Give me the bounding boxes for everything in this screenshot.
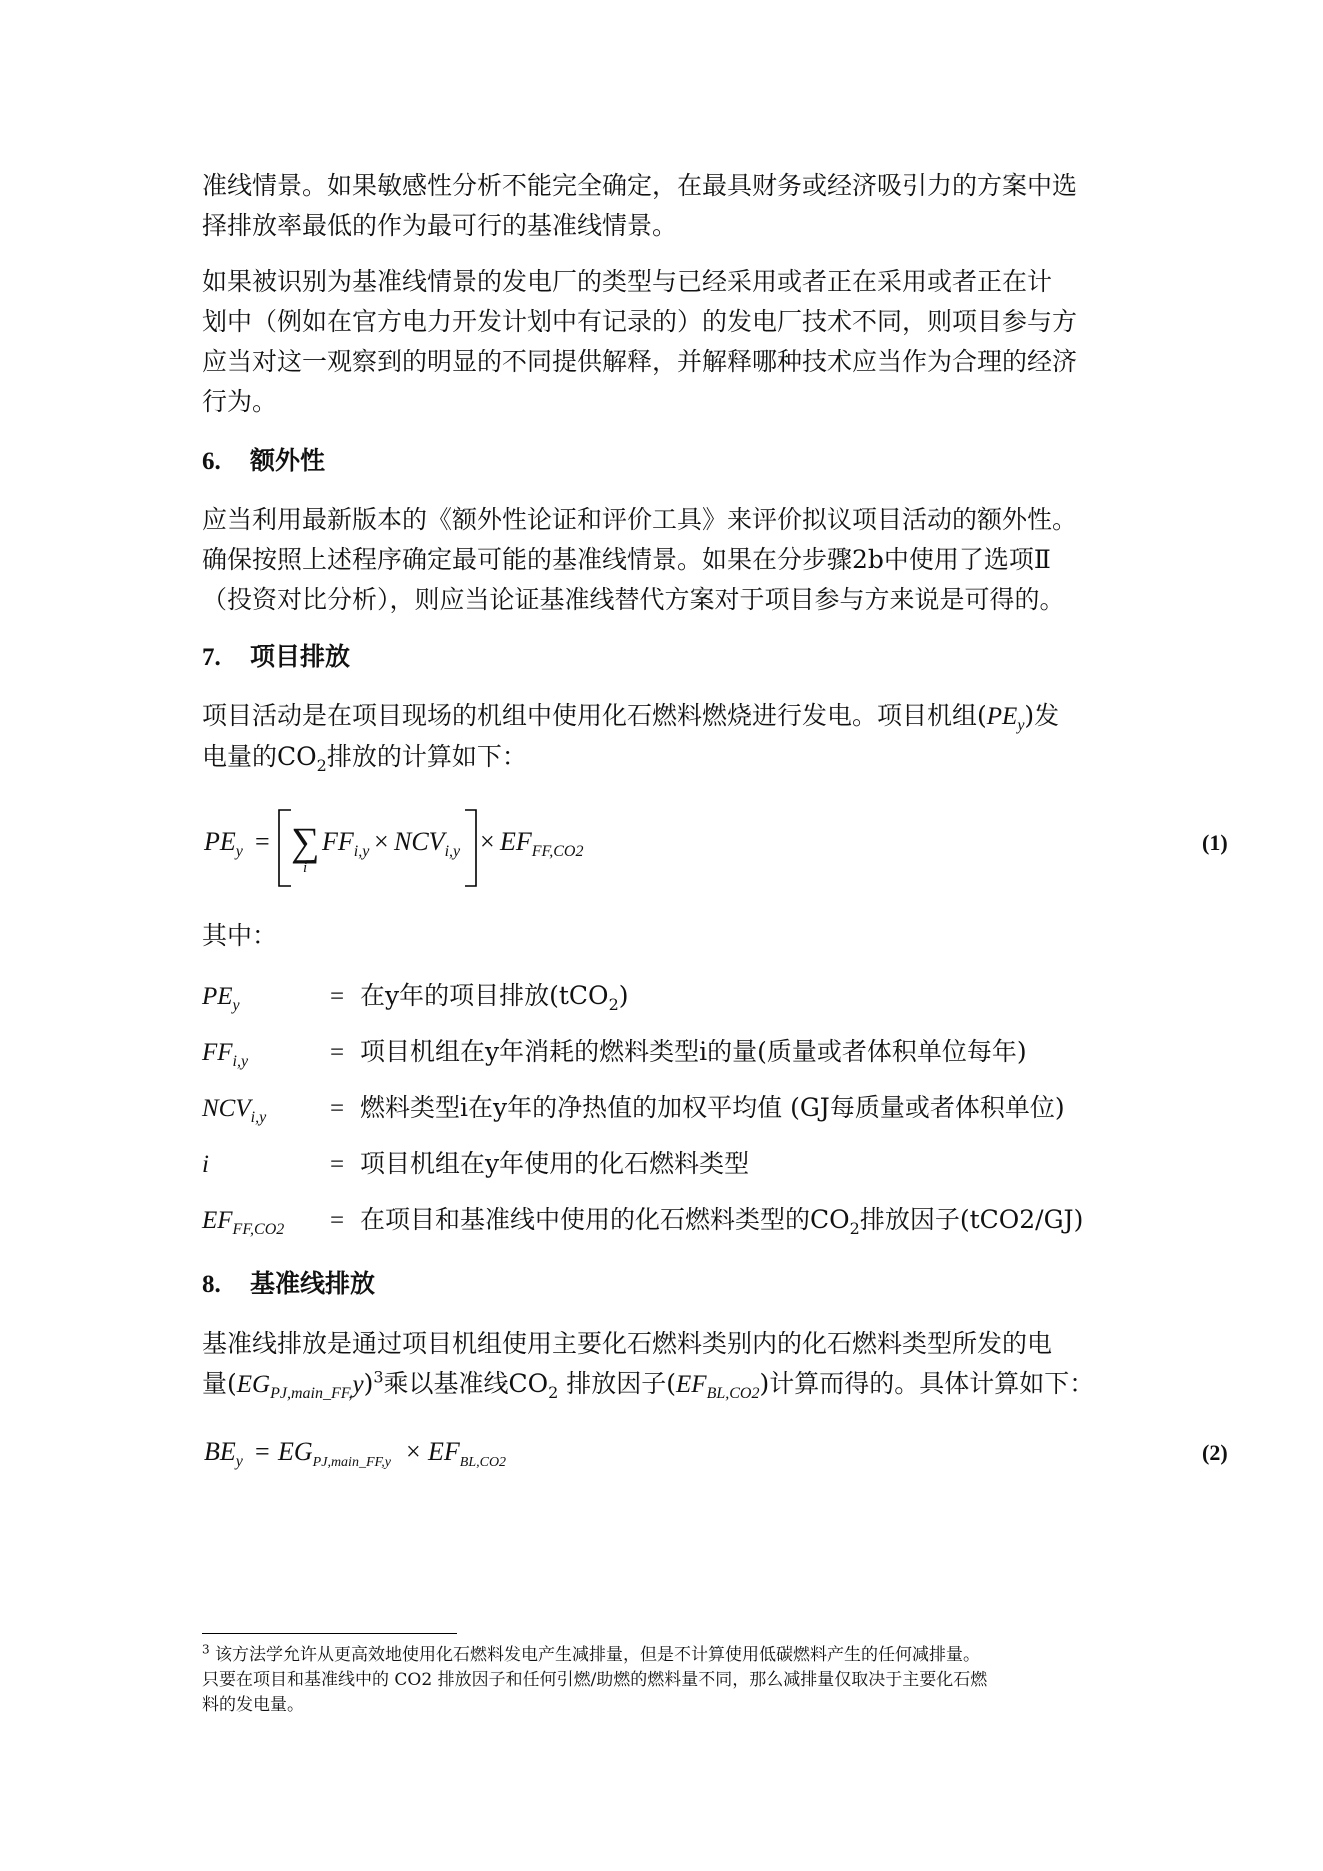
eq1-ff bbox=[322, 827, 370, 861]
definition-text: 项目机组在y年消耗的燃料类型i的量(质量或者体积单位每年) bbox=[360, 1037, 1027, 1066]
symbol: EF bbox=[500, 827, 532, 856]
equals-sign: = bbox=[329, 1039, 345, 1066]
definition-text: 项目机组在y年使用的化石燃料类型 bbox=[360, 1149, 750, 1178]
definition-text: 在项目和基准线中使用的化石燃料类型的CO bbox=[360, 1205, 850, 1234]
paragraph-project-activity bbox=[202, 696, 1132, 777]
section-title: 基准线排放 bbox=[250, 1269, 376, 1298]
text-line: 确保按照上述程序确定最可能的基准线情景。如果在分步骤2b中使用了选项Ⅱ bbox=[202, 545, 1051, 574]
co2-subscript: 2 bbox=[548, 1383, 559, 1402]
eg-subscript: PJ,main_FF, bbox=[270, 1385, 353, 1402]
symbol: NCV bbox=[394, 827, 445, 856]
times-symbol: × bbox=[406, 1437, 421, 1466]
symbol: NCV bbox=[202, 1095, 251, 1122]
definition-symbol bbox=[202, 1091, 314, 1127]
subscript: BL,CO2 bbox=[459, 1455, 507, 1471]
definition-symbol bbox=[202, 979, 314, 1015]
section-title: 额外性 bbox=[250, 446, 326, 475]
definition-symbol bbox=[202, 1147, 314, 1183]
paragraph-power-plant-type bbox=[202, 262, 1132, 422]
eg-symbol: EG bbox=[236, 1371, 271, 1398]
equals-sign: = bbox=[329, 983, 345, 1010]
definition-row bbox=[202, 1146, 749, 1183]
definition-text: 燃料类型i在y年的净热值的加权平均值 (GJ每质量或者体积单位) bbox=[360, 1093, 1065, 1122]
text-line: 如果被识别为基准线情景的发电厂的类型与已经采用或者正在采用或者正在计 bbox=[202, 267, 1053, 296]
subscript: i,y bbox=[232, 1053, 249, 1070]
subscript: i,y bbox=[250, 1109, 267, 1126]
text-run: )发 bbox=[1024, 701, 1060, 730]
definition-symbol bbox=[202, 1035, 314, 1071]
symbol: BE bbox=[204, 1437, 236, 1466]
subscript: y bbox=[235, 1453, 243, 1471]
text-line: （投资对比分析），则应当论证基准线替代方案对于项目参与方来说是可得的。 bbox=[202, 585, 1065, 614]
times-symbol: × bbox=[374, 827, 389, 856]
section-number: 8. bbox=[202, 1271, 221, 1298]
definition-text: 排放因子(tCO2/GJ) bbox=[859, 1205, 1084, 1234]
definition-row bbox=[202, 1090, 1065, 1127]
eq1-ef bbox=[500, 827, 584, 861]
section-number: 6. bbox=[202, 448, 221, 475]
paragraph-baseline-scenario bbox=[202, 166, 1132, 246]
ef-symbol: EF bbox=[676, 1371, 707, 1398]
symbol: PE bbox=[204, 827, 236, 856]
definition-symbol bbox=[202, 1203, 314, 1239]
text-line: 划中（例如在官方电力开发计划中有记录的）的发电厂技术不同，则项目参与方 bbox=[202, 307, 1078, 336]
ef-subscript: BL,CO2 bbox=[706, 1385, 760, 1402]
equals-sign: = bbox=[329, 1095, 345, 1122]
section-heading-baseline-emissions bbox=[202, 1264, 375, 1305]
paragraph-baseline-emissions bbox=[202, 1324, 1132, 1405]
text-line: 应当对这一观察到的明显的不同提供解释，并解释哪种技术应当作为合理的经济 bbox=[202, 347, 1078, 376]
definition-row bbox=[202, 978, 629, 1015]
section-heading-project-emissions bbox=[202, 637, 350, 678]
section-title: 项目排放 bbox=[250, 642, 351, 671]
definition-row bbox=[202, 1202, 1083, 1239]
footnote-divider bbox=[202, 1633, 457, 1634]
subscript: y bbox=[232, 997, 240, 1014]
subscript: y bbox=[235, 843, 243, 861]
subscript: 2 bbox=[608, 995, 619, 1014]
equation-number: (1) bbox=[1202, 830, 1228, 855]
text-line: 择排放率最低的作为最可行的基准线情景。 bbox=[202, 211, 678, 240]
pe-symbol: PE bbox=[986, 703, 1018, 730]
subscript: i,y bbox=[444, 843, 461, 861]
eq1-equals: = bbox=[255, 827, 270, 856]
symbol: EF bbox=[428, 1437, 460, 1466]
equation-number: (2) bbox=[1202, 1440, 1228, 1465]
equals-sign: = bbox=[329, 1151, 345, 1178]
eq2-lhs bbox=[204, 1437, 243, 1471]
subscript: 2 bbox=[849, 1219, 860, 1238]
footnote-text: 该方法学允许从更高效地使用化石燃料发电产生减排量，但是不计算使用低碳燃料产生的任何减排量。 bbox=[209, 1645, 981, 1665]
section-number: 7. bbox=[202, 644, 221, 671]
subscript: i,y bbox=[353, 843, 370, 861]
text-run: 项目活动是在项目现场的机组中使用化石燃料燃烧进行发电。项目机组( bbox=[202, 701, 987, 730]
section-heading-additionality bbox=[202, 441, 325, 482]
right-bracket bbox=[462, 808, 480, 888]
co2-subscript: 2 bbox=[316, 756, 327, 775]
sigma-symbol: ∑ bbox=[291, 819, 320, 864]
text-line: 基准线排放是通过项目机组使用主要化石燃料类别内的化石燃料类型所发的电 bbox=[202, 1329, 1053, 1358]
text-run: ) bbox=[363, 1369, 374, 1398]
definition-text: ) bbox=[618, 981, 629, 1010]
pe-subscript: y bbox=[1017, 717, 1025, 734]
text-line: 准线情景。如果敏感性分析不能完全确定，在最具财务或经济吸引力的方案中选 bbox=[202, 171, 1078, 200]
eq1-lhs bbox=[204, 827, 243, 861]
subscript: FF,CO2 bbox=[531, 843, 584, 861]
text-run: 量( bbox=[202, 1369, 237, 1398]
eg-y: y bbox=[352, 1371, 364, 1398]
symbol: EG bbox=[278, 1437, 313, 1466]
text-line: 应当利用最新版本的《额外性论证和评价工具》来评价拟议项目活动的额外性。 bbox=[202, 505, 1078, 534]
footnote-mark: 3 bbox=[202, 1642, 210, 1657]
symbol: i bbox=[202, 1151, 209, 1178]
footnote-text: 只要在项目和基准线中的 CO2 排放因子和任何引燃/助燃的燃料量不同，那么减排量仅取决于主要化石燃 bbox=[202, 1670, 988, 1690]
footnote bbox=[202, 1643, 1132, 1718]
text-run: 排放的计算如下： bbox=[326, 742, 527, 771]
subscript: PJ,main_FF,y bbox=[312, 1455, 391, 1471]
symbol: PE bbox=[202, 983, 233, 1010]
text-line: 行为。 bbox=[202, 387, 278, 416]
eq1-ncv bbox=[394, 827, 461, 861]
times-symbol: × bbox=[480, 827, 495, 856]
definition-row bbox=[202, 1034, 1027, 1071]
eq2-eg bbox=[278, 1437, 391, 1471]
sigma-subscript: i bbox=[303, 860, 308, 876]
definition-text: 在y年的项目排放(tCO bbox=[360, 981, 609, 1010]
subscript: FF,CO2 bbox=[232, 1221, 285, 1238]
where-label: 其中： bbox=[202, 921, 278, 950]
paragraph-additionality bbox=[202, 500, 1132, 620]
symbol: FF bbox=[202, 1039, 233, 1066]
symbol: EF bbox=[202, 1207, 233, 1234]
footnote-text: 料的发电量。 bbox=[202, 1695, 304, 1715]
equals-sign: = bbox=[329, 1207, 345, 1234]
eq2-equals: = bbox=[255, 1437, 270, 1466]
text-run: 排放因子( bbox=[558, 1369, 677, 1398]
text-run: 乘以基准线CO bbox=[383, 1369, 549, 1398]
footnote-reference[interactable]: 3 bbox=[373, 1367, 384, 1387]
text-run: )计算而得的。具体计算如下： bbox=[759, 1369, 1095, 1398]
eq2-ef bbox=[428, 1437, 507, 1471]
text-run: 电量的CO bbox=[202, 742, 317, 771]
symbol: FF bbox=[322, 827, 354, 856]
